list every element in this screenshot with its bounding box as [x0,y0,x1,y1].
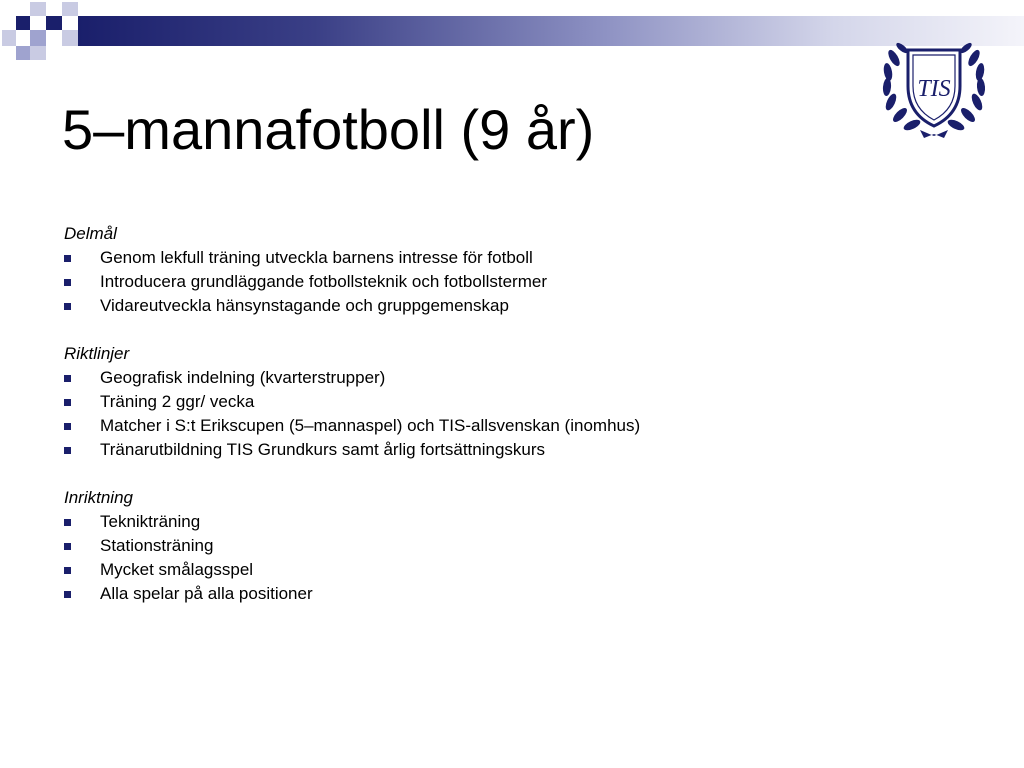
decor-square [30,30,46,46]
square-bullet-icon [64,399,71,406]
list-item-text: Alla spelar på alla positioner [100,584,313,603]
list-item [64,534,964,558]
square-bullet-icon [64,447,71,454]
bullet-list [64,510,964,606]
list-item [64,390,964,414]
section-heading: Delmål [64,224,117,243]
square-bullet-icon [64,591,71,598]
list-item [64,414,964,438]
bullet-list [64,246,964,318]
list-item [64,582,964,606]
section-heading: Inriktning [64,488,133,507]
list-item [64,366,964,390]
decor-square [62,2,78,16]
list-item-text: Matcher i S:t Erikscupen (5–mannaspel) och TIS-allsvenskan (inomhus) [100,416,641,435]
section-heading: Riktlinjer [64,344,130,363]
logo-text: TIS [917,76,951,102]
crest-with-laurel-icon [880,28,988,140]
list-item-text: Teknikträning [100,512,201,531]
list-item [64,246,964,270]
list-item [64,294,964,318]
decor-square [46,16,62,30]
decor-square [16,16,30,30]
square-bullet-icon [64,423,71,430]
list-item [64,558,964,582]
square-bullet-icon [64,543,71,550]
slide-content [64,222,964,606]
decor-square [62,30,78,46]
list-item-text: Tränarutbildning TIS Grundkurs samt årlig fortsättningskurs [100,440,546,459]
list-item-text: Stationsträning [100,536,214,555]
list-item-text: Vidareutveckla hänsynstagande och gruppgemenskap [100,296,509,315]
list-item-text: Genom lekfull träning utveckla barnens intresse för fotboll [100,248,533,267]
list-item-text: Träning 2 ggr/ vecka [100,392,255,411]
decor-square [16,46,30,60]
square-bullet-icon [64,375,71,382]
decor-square [2,30,16,46]
decor-square [30,46,46,60]
list-item-text: Introducera grundläggande fotbollsteknik och fotbollstermer [100,272,547,291]
square-bullet-icon [64,567,71,574]
square-bullet-icon [64,519,71,526]
list-item [64,438,964,462]
slide-title: 5–mannafotboll (9 år) [62,98,595,161]
bullet-list [64,366,964,462]
square-bullet-icon [64,279,71,286]
decor-square [30,2,46,16]
list-item [64,270,964,294]
square-bullet-icon [64,255,71,262]
list-item [64,510,964,534]
list-item-text: Geografisk indelning (kvarterstrupper) [100,368,386,387]
list-item-text: Mycket smålagsspel [100,560,254,579]
square-bullet-icon [64,303,71,310]
